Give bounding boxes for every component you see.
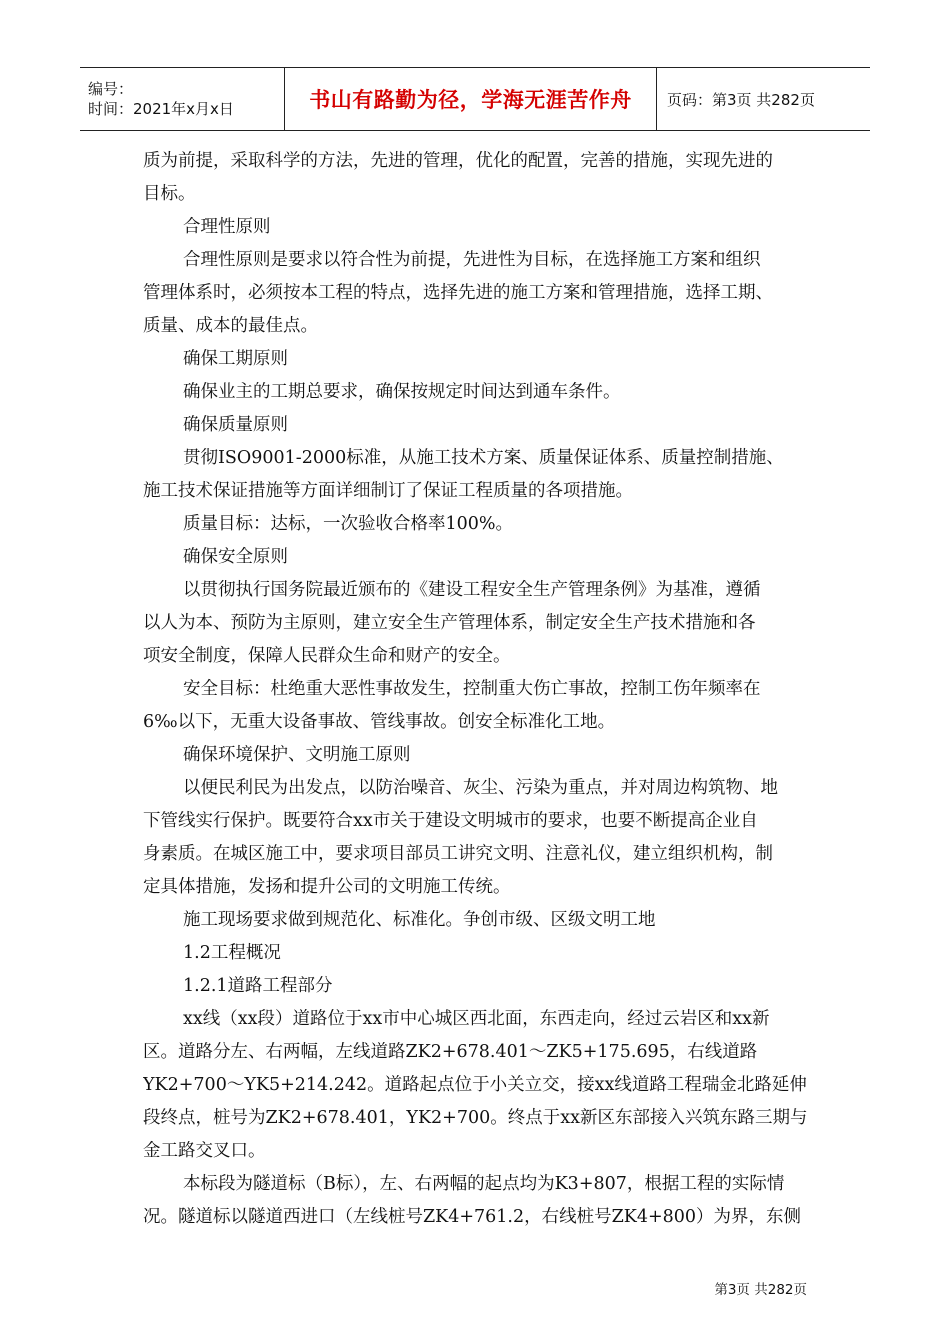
text-line: 确保安全原则 xyxy=(183,547,288,567)
page-info: 页码：第3页 共282页 xyxy=(667,90,815,109)
text-line: 质量、成本的最佳点。 xyxy=(143,316,318,336)
text-line: 下管线实行保护。既要符合xx市关于建设文明城市的要求，也要不断提高企业自 xyxy=(143,811,758,831)
text-line: 合理性原则是要求以符合性为前提，先进性为目标，在选择施工方案和组织 xyxy=(183,250,761,270)
text-line: 段终点，桩号为ZK2+678.401，YK2+700。终点于xx新区东部接入兴筑东路三期与 xyxy=(143,1108,808,1128)
motto: 书山有路勤为径，学海无涯苦作舟 xyxy=(309,88,632,112)
number-label: 编号： xyxy=(88,80,134,98)
text-line: 质为前提，采取科学的方法，先进的管理，优化的配置，完善的措施，实现先进的 xyxy=(143,151,773,171)
text-line: xx线（xx段）道路位于xx市中心城区西北面，东西走向，经过云岩区和xx新 xyxy=(183,1009,770,1029)
text-line: 确保业主的工期总要求，确保按规定时间达到通车条件。 xyxy=(183,382,621,402)
page-footer: 第3页 共282页 xyxy=(714,1282,807,1298)
text-line: 1.2工程概况 xyxy=(183,943,281,963)
text-line: 1.2.1道路工程部分 xyxy=(183,976,333,996)
text-line: 金工路交叉口。 xyxy=(143,1141,266,1161)
text-line: 目标。 xyxy=(143,184,196,204)
text-line: 贯彻ISO9001-2000标准，从施工技术方案、质量保证体系、质量控制措施、 xyxy=(183,448,784,468)
text-line: 确保工期原则 xyxy=(183,349,288,369)
text-line: YK2+700～YK5+214.242。道路起点位于小关立交，接xx线道路工程瑞金北路延伸 xyxy=(143,1075,807,1095)
text-line: 况。隧道标以隧道西进口（左线桩号ZK4+761.2，右线桩号ZK4+800）为界，东侧 xyxy=(143,1207,802,1227)
text-line: 以贯彻执行国务院最近颁布的《建设工程安全生产管理条例》为基准，遵循 xyxy=(183,580,761,600)
header-page-info xyxy=(657,68,870,130)
text-line: 施工技术保证措施等方面详细制订了保证工程质量的各项措施。 xyxy=(143,481,633,501)
text-line: 合理性原则 xyxy=(183,217,271,237)
text-line: 定具体措施，发扬和提升公司的文明施工传统。 xyxy=(143,877,511,897)
header-meta xyxy=(80,68,285,130)
text-line: 区。道路分左、右两幅，左线道路ZK2+678.401～ZK5+175.695，右线道路 xyxy=(143,1042,758,1062)
header-table xyxy=(80,67,870,131)
text-line: 确保环境保护、文明施工原则 xyxy=(183,745,411,765)
text-line: 本标段为隧道标（B标），左、右两幅的起点均为K3+807，根据工程的实际情 xyxy=(183,1174,785,1194)
header-motto-cell xyxy=(285,68,657,130)
text-line: 安全目标：杜绝重大恶性事故发生，控制重大伤亡事故，控制工伤年频率在 xyxy=(183,679,761,699)
text-line: 管理体系时，必须按本工程的特点，选择先进的施工方案和管理措施，选择工期、 xyxy=(143,283,773,303)
text-line: 项安全制度，保障人民群众生命和财产的安全。 xyxy=(143,646,511,666)
text-line: 质量目标：达标，一次验收合格率100%。 xyxy=(183,514,514,534)
text-line: 以便民利民为出发点，以防治噪音、灰尘、污染为重点，并对周边构筑物、地 xyxy=(183,778,778,798)
time-label: 时间：2021年x月x日 xyxy=(88,100,234,118)
text-line: 以人为本、预防为主原则，建立安全生产管理体系，制定安全生产技术措施和各 xyxy=(143,613,756,633)
text-line: 确保质量原则 xyxy=(183,415,288,435)
text-line: 身素质。在城区施工中，要求项目部员工讲究文明、注意礼仪，建立组织机构，制 xyxy=(143,844,773,864)
text-line: 6‰以下，无重大设备事故、管线事故。创安全标准化工地。 xyxy=(143,712,616,732)
text-line: 施工现场要求做到规范化、标准化。争创市级、区级文明工地 xyxy=(183,910,656,930)
document-body xyxy=(143,145,808,1234)
